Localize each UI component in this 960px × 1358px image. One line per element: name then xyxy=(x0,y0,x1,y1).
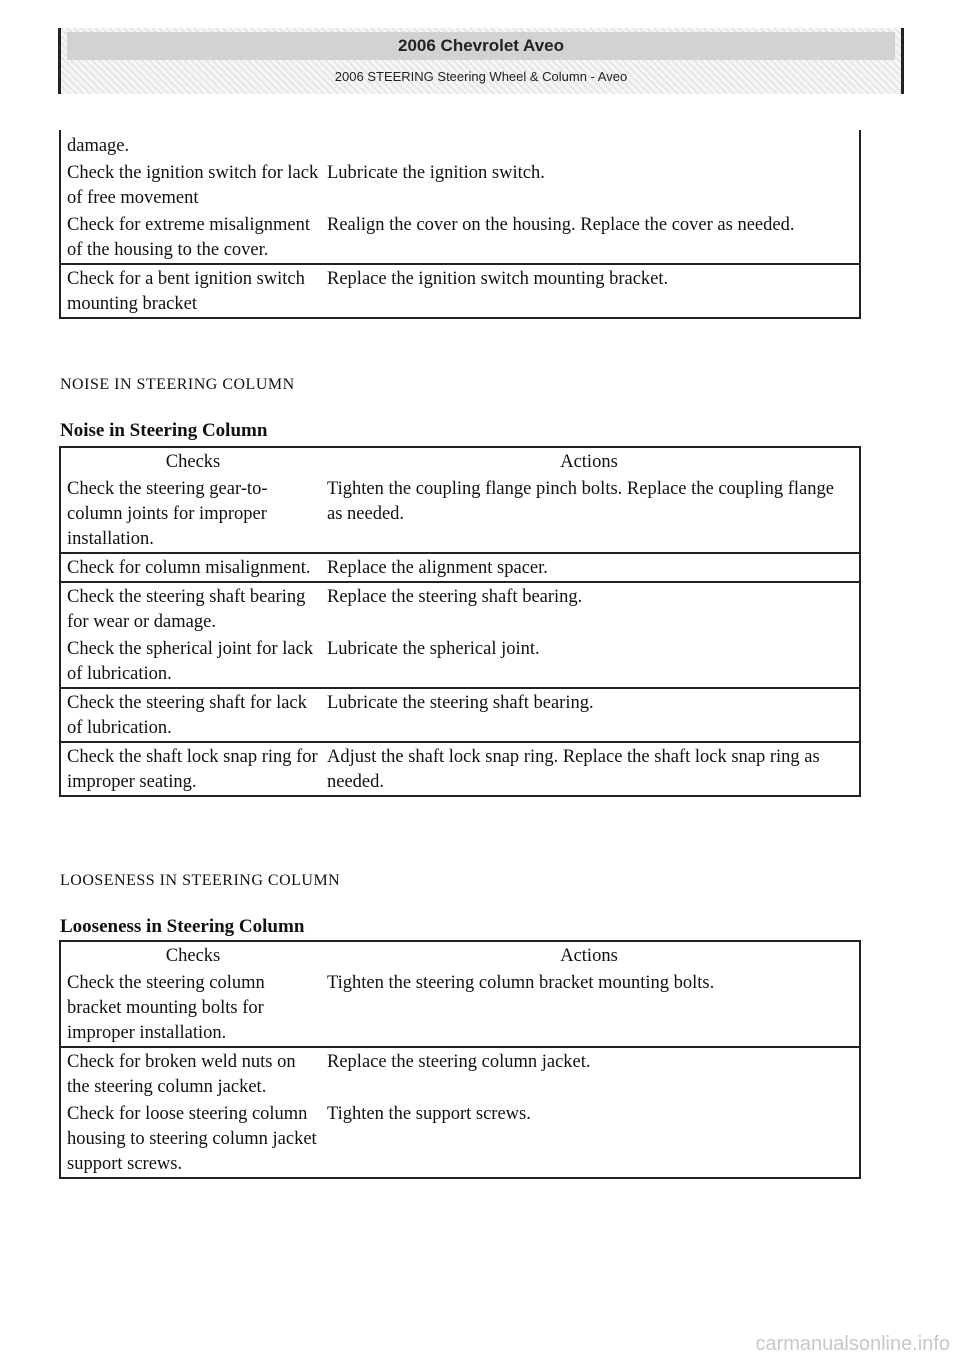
table-row xyxy=(61,265,859,317)
check-cell: Check the steering shaft bearing for wear or damage. xyxy=(67,587,306,632)
table-rows xyxy=(61,969,859,1177)
continued-table xyxy=(59,130,861,319)
table-header-row xyxy=(61,448,859,475)
watermark: carmanualsonline.info xyxy=(755,1333,950,1355)
document-subtitle: 2006 STEERING Steering Wheel & Column - Aveo xyxy=(334,69,628,84)
action-cell: Tighten the steering column bracket mounting bolts. xyxy=(327,973,715,993)
check-cell: Check the steering column bracket mounting bolts for improper installation. xyxy=(67,973,265,1043)
column-header-actions: Actions xyxy=(560,946,618,966)
action-cell: Adjust the shaft lock snap ring. Replace the shaft lock snap ring as needed. xyxy=(327,747,820,792)
check-cell: Check for broken weld nuts on the steering column jacket. xyxy=(67,1052,296,1097)
table-row xyxy=(61,969,859,1048)
table-row xyxy=(61,211,859,265)
table-header-row xyxy=(61,942,859,969)
check-cell: Check the steering shaft for lack of lubrication. xyxy=(67,693,307,738)
document-title: 2006 Chevrolet Aveo xyxy=(67,32,895,60)
check-cell: Check the ignition switch for lack of free movement xyxy=(67,163,319,208)
action-cell: Tighten the coupling flange pinch bolts. Replace the coupling flange as needed. xyxy=(327,479,834,524)
table-row xyxy=(61,743,859,795)
action-cell: Lubricate the ignition switch. xyxy=(327,163,545,183)
table-row xyxy=(61,1048,859,1100)
looseness-table xyxy=(59,940,861,1179)
action-cell: Replace the alignment spacer. xyxy=(327,558,548,578)
section-heading-looseness: LOOSENESS IN STEERING COLUMN xyxy=(60,872,341,889)
check-cell: Check for extreme misalignment of the housing to the cover. xyxy=(67,215,310,260)
check-cell: Check the shaft lock snap ring for improper seating. xyxy=(67,747,318,792)
check-cell: Check for column misalignment. xyxy=(67,558,311,578)
check-cell: Check for loose steering column housing to steering column jacket support screws. xyxy=(67,1104,317,1174)
action-cell: Replace the steering shaft bearing. xyxy=(327,587,583,607)
continued-text: damage. xyxy=(67,136,130,156)
check-cell: Check the spherical joint for lack of lubrication. xyxy=(67,639,314,684)
action-cell: Replace the ignition switch mounting bracket. xyxy=(327,269,669,289)
table-row xyxy=(61,554,859,583)
action-cell: Lubricate the steering shaft bearing. xyxy=(327,693,594,713)
table-row xyxy=(61,583,859,635)
action-cell: Tighten the support screws. xyxy=(327,1104,531,1124)
check-cell: Check for a bent ignition switch mounting bracket xyxy=(67,269,305,314)
action-cell: Realign the cover on the housing. Replace the cover as needed. xyxy=(327,215,795,235)
action-cell: Lubricate the spherical joint. xyxy=(327,639,540,659)
table-rows xyxy=(61,159,859,317)
table-title-looseness: Looseness in Steering Column xyxy=(60,916,305,937)
noise-table xyxy=(59,446,861,797)
table-title-noise: Noise in Steering Column xyxy=(60,420,268,441)
table-rows xyxy=(61,475,859,795)
check-cell: Check the steering gear-to-column joints for improper installation. xyxy=(67,479,268,549)
column-header-checks: Checks xyxy=(165,946,221,966)
column-header-actions: Actions xyxy=(560,452,618,472)
action-cell: Replace the steering column jacket. xyxy=(327,1052,591,1072)
table-row xyxy=(61,475,859,554)
table-row xyxy=(61,635,859,689)
table-row xyxy=(61,159,859,211)
page-header xyxy=(58,28,904,94)
table-row xyxy=(61,1100,859,1177)
section-heading-noise: NOISE IN STEERING COLUMN xyxy=(60,376,295,393)
column-header-checks: Checks xyxy=(165,452,221,472)
table-row xyxy=(61,689,859,743)
